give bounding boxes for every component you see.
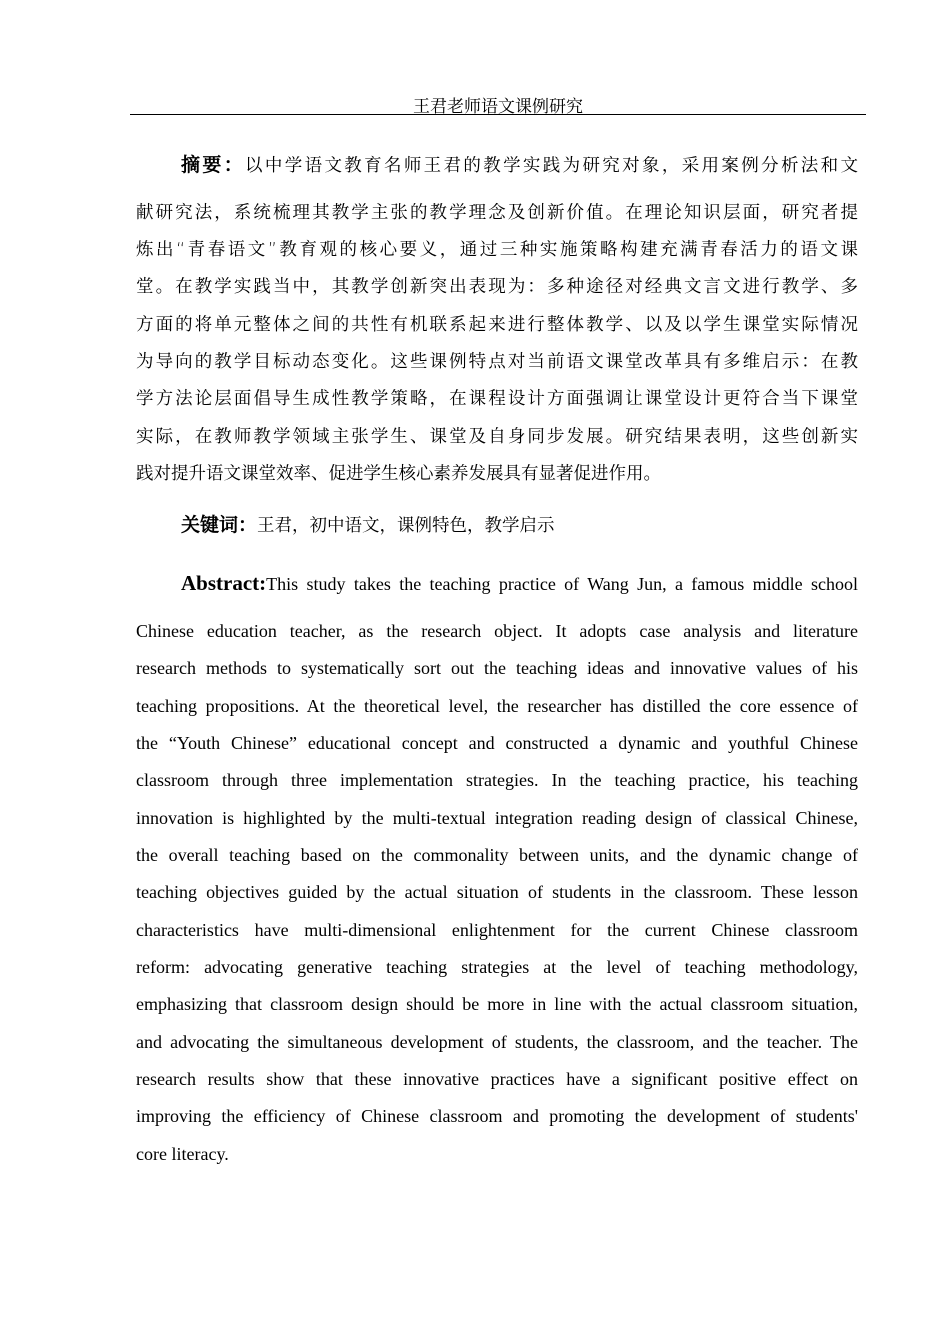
abstract-cn-text: 实际，在教师教学领域主张学生、课堂及自身同步发展。研究结果表明，这些创新实 <box>136 427 858 447</box>
abstract-cn-line <box>181 150 858 177</box>
abstract-cn-line <box>136 423 858 448</box>
abstract-en-text: research results show that these innovative practices have a significant positive effect on <box>136 1068 858 1089</box>
abstract-en-text: teaching propositions. At the theoretical level, the researcher has distilled the core essence of <box>136 695 858 716</box>
abstract-cn-line <box>136 236 858 261</box>
abstract-en-line <box>181 571 858 596</box>
abstract-cn-text: 炼出“青春语文”教育观的核心要义，通过三种实施策略构建充满青春活力的语文课 <box>136 240 858 260</box>
abstract-en-text: core literacy. <box>136 1143 229 1164</box>
abstract-en-line <box>136 770 858 791</box>
abstract-en-text: the overall teaching based on the commonality between units, and the dynamic change of <box>136 844 858 865</box>
abstract-en-text: innovation is highlighted by the multi-textual integration reading design of classical Chinese, <box>136 807 858 828</box>
abstract-cn-text: 堂。在教学实践当中，其教学创新突出表现为：多种途径对经典文言文进行教学、多 <box>136 277 858 297</box>
abstract-en-text: characteristics have multi-dimensional enlightenment for the current Chinese classroom <box>136 919 858 940</box>
abstract-cn-text: 践对提升语文课堂效率、促进学生核心素养发展具有显著促进作用。 <box>136 464 661 484</box>
abstract-cn-line <box>136 460 858 485</box>
abstract-en-line <box>136 696 858 717</box>
abstract-cn-line <box>136 273 858 298</box>
abstract-en-text: emphasizing that classroom design should be more in line with the actual classroom situation, <box>136 994 858 1015</box>
abstract-en-text: and advocating the simultaneous development of students, the classroom, and the teacher. The <box>136 1031 858 1052</box>
abstract-cn-text: 方面的将单元整体之间的共性有机联系起来进行整体教学、以及以学生课堂实际情况 <box>136 315 858 335</box>
abstract-cn-line <box>136 199 858 224</box>
abstract-cn-label: 摘要： <box>181 154 246 176</box>
abstract-en-line <box>136 733 858 754</box>
abstract-en-line <box>136 1069 858 1090</box>
abstract-cn-text: 献研究法，系统梳理其教学主张的教学理念及创新价值。在理论知识层面，研究者提 <box>136 203 858 223</box>
abstract-en-line <box>136 1144 858 1165</box>
abstract-en-text: classroom through three implementation strategies. In the teaching practice, his teaching <box>136 770 858 791</box>
abstract-en-text: research methods to systematically sort out the teaching ideas and innovative values of his <box>136 658 858 679</box>
abstract-en-text: Chinese education teacher, as the research object. It adopts case analysis and literature <box>136 621 858 641</box>
keywords-text: 王君，初中语文，课例特色，教学启示 <box>257 516 555 536</box>
abstract-en-line <box>136 808 858 829</box>
abstract-cn-text: 为导向的教学目标动态变化。这些课例特点对当前语文课堂改革具有多维启示：在教 <box>136 352 858 372</box>
abstract-en-text: reform: advocating generative teaching strategies at the level of teaching methodology, <box>136 956 858 977</box>
keywords-label: 关键词： <box>181 514 258 536</box>
abstract-en-label: Abstract: <box>181 571 267 595</box>
abstract-en-line <box>136 621 858 642</box>
abstract-en-text: teaching objectives guided by the actual situation of students in the classroom. These lesson <box>136 882 858 903</box>
header-rule <box>130 114 866 115</box>
abstract-en-text: the “Youth Chinese” educational concept and constructed a dynamic and youthful Chinese <box>136 732 858 753</box>
abstract-en-line <box>136 882 858 903</box>
abstract-cn-text: 学方法论层面倡导生成性教学策略，在课程设计方面强调让课堂设计更符合当下课堂 <box>136 389 858 409</box>
abstract-en-text: This study takes the teaching practice of Wang Jun, a famous middle school <box>266 574 858 594</box>
abstract-en-line <box>136 1032 858 1053</box>
abstract-en-line <box>136 658 858 679</box>
running-header: 王君老师语文课例研究 <box>413 97 583 117</box>
abstract-en-line <box>136 920 858 941</box>
abstract-cn-text: 以中学语文教育名师王君的教学实践为研究对象，采用案例分析法和文 <box>245 156 858 176</box>
abstract-en-line <box>136 994 858 1015</box>
abstract-en-line <box>136 957 858 978</box>
abstract-cn-line <box>136 311 858 336</box>
abstract-en-line <box>136 845 858 866</box>
abstract-cn-line <box>136 385 858 410</box>
keywords-cn <box>181 510 555 537</box>
abstract-cn-line <box>136 348 858 373</box>
abstract-en-line <box>136 1106 858 1127</box>
abstract-en-text: improving the efficiency of Chinese classroom and promoting the development of students' <box>136 1106 858 1127</box>
